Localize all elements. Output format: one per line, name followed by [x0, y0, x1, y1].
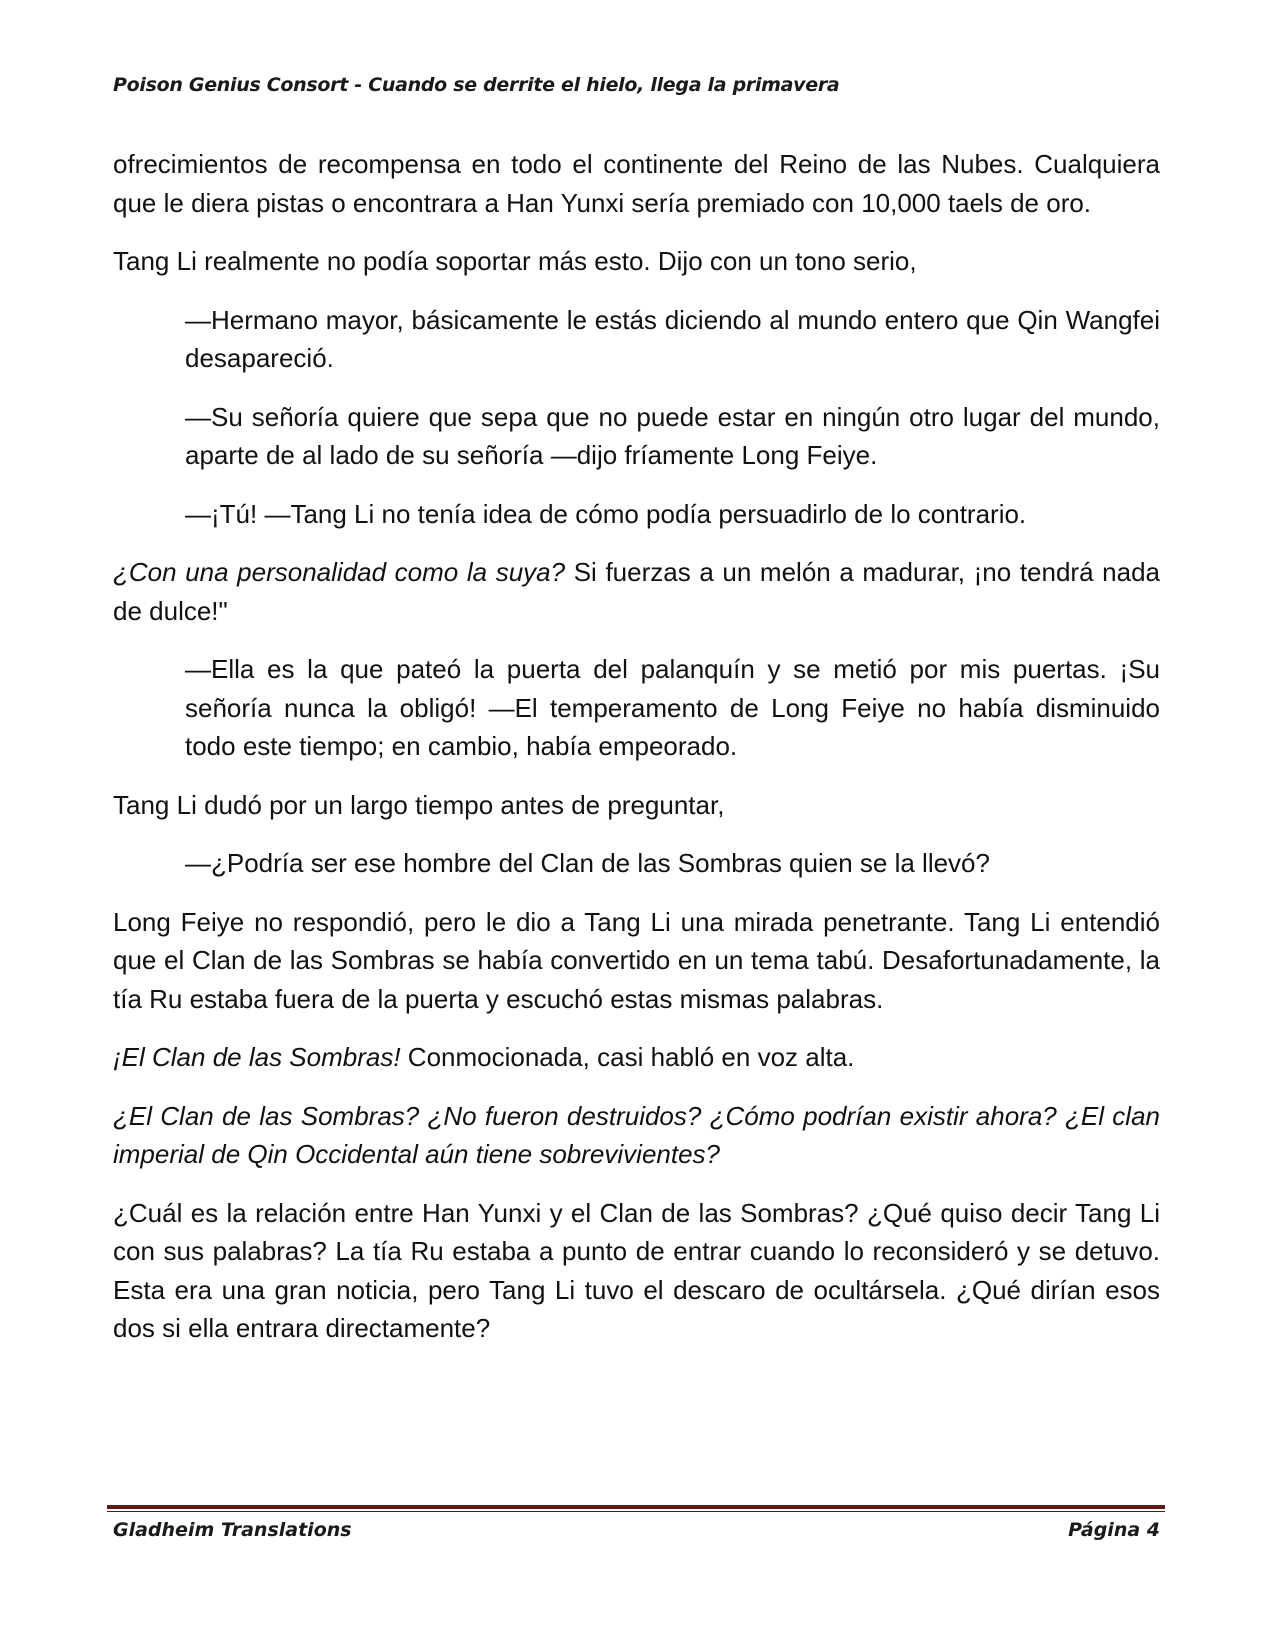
footer-divider [107, 1505, 1165, 1512]
paragraph-italic-text: ¿Con una personalidad como la suya? [113, 557, 566, 587]
paragraph-italic-text: ¡El Clan de las Sombras! [113, 1042, 401, 1072]
paragraph [113, 1194, 1160, 1348]
paragraph-text: Tang Li realmente no podía soportar más esto. Dijo con un tono serio, [113, 246, 917, 276]
paragraph-text: —¿Podría ser ese hombre del Clan de las Sombras quien se la llevó? [185, 848, 990, 878]
paragraph-text: Long Feiye no respondió, pero le dio a Tang Li una mirada penetrante. Tang Li entendió que el Clan de las Sombras se había convertido en un tema tabú. Desafortunadamente, la tía Ru estaba fuera de la puerta y escuchó estas mismas palabras. [113, 906, 1160, 1014]
paragraph-italic-text: ¿El Clan de las Sombras? ¿No fueron destruidos? ¿Cómo podrían existir ahora? ¿El clan imperial de Qin Occidental aún tiene sobrevivientes? [113, 1100, 1160, 1169]
paragraph [113, 145, 1160, 222]
paragraph-text: ofrecimientos de recompensa en todo el continente del Reino de las Nubes. Cualquiera que le diera pistas o encontrara a Han Yunxi sería premiado con 10,000 taels de oro. [113, 149, 1160, 218]
dialogue-paragraph [185, 495, 1160, 534]
paragraph [113, 1097, 1160, 1174]
paragraph [113, 1038, 1160, 1077]
dialogue-paragraph [185, 398, 1160, 475]
paragraph-text: Conmocionada, casi habló en voz alta. [400, 1042, 855, 1072]
dialogue-paragraph [185, 844, 1160, 883]
paragraph-text: Tang Li dudó por un largo tiempo antes de preguntar, [113, 789, 725, 820]
paragraph-text: —¡Tú! —Tang Li no tenía idea de cómo podía persuadirlo de lo contrario. [185, 498, 1027, 529]
paragraph-text: —Hermano mayor, básicamente le estás diciendo al mundo entero que Qin Wangfei desapareció. [185, 304, 1160, 373]
paragraph-text: —Ella es la que pateó la puerta del palanquín y se metió por mis puertas. ¡Su señoría nunca la obligó! —El temperamento de Long Feiye no había disminuido todo este tiempo; en cambio, había empeorado. [185, 654, 1160, 761]
paragraph-text: Si fuerzas a un melón a madurar, ¡no tendrá nada de dulce!" [113, 557, 1160, 626]
footer-page-number: Página 4 [1068, 1519, 1160, 1541]
paragraph [113, 786, 1160, 825]
document-body [113, 145, 1160, 1368]
footer-divider-thick-line [107, 1505, 1165, 1509]
paragraph-text: ¿Cuál es la relación entre Han Yunxi y el Clan de las Sombras? ¿Qué quiso decir Tang Li con sus palabras? La tía Ru estaba a punto de entrar cuando lo reconsideró y se detuvo. Esta era una gran noticia, pero Tang Li tuvo el descaro de ocultársela. ¿Qué dirían esos dos si ella entrara directamente? [113, 1197, 1160, 1343]
dialogue-paragraph [185, 301, 1160, 378]
paragraph [113, 242, 1160, 281]
page-header-title: Poison Genius Consort - Cuando se derrite el hielo, llega la primavera [113, 74, 840, 96]
paragraph [113, 903, 1160, 1019]
footer-publisher: Gladheim Translations [113, 1519, 352, 1541]
paragraph [113, 553, 1160, 630]
footer-divider-thin-line [107, 1511, 1165, 1512]
paragraph-text: —Su señoría quiere que sepa que no puede estar en ningún otro lugar del mundo, aparte de al lado de su señoría —dijo fríamente Long Feiye. [185, 401, 1160, 470]
dialogue-paragraph [185, 650, 1160, 766]
